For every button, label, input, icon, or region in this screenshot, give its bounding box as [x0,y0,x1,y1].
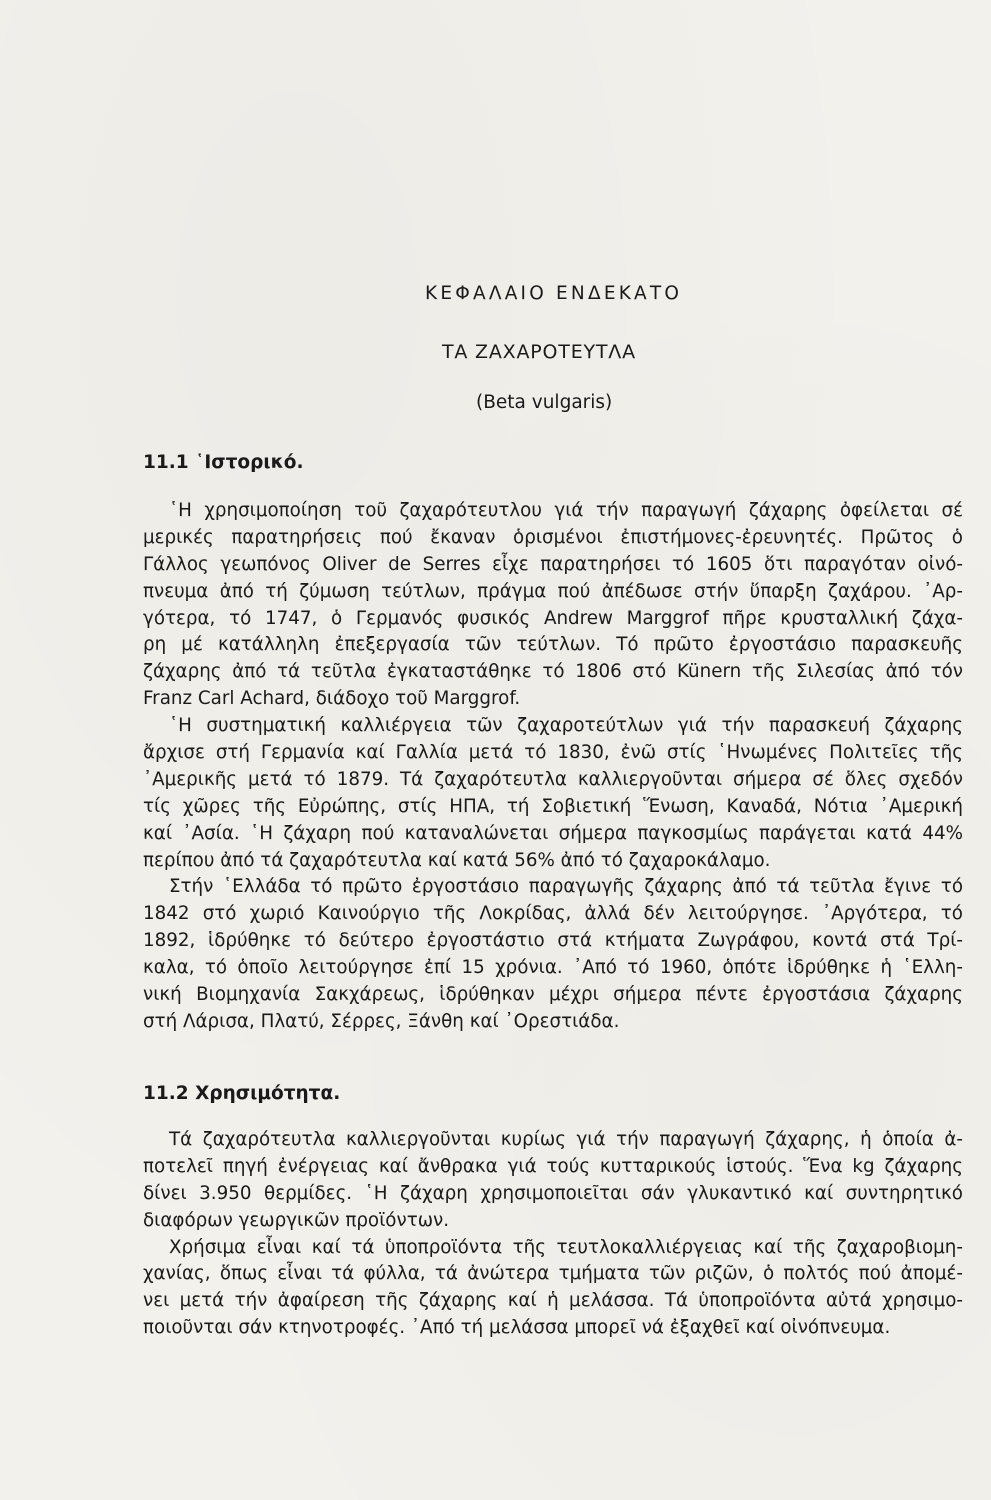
text-line: χανίας, ὅπως εἶναι τά φύλλα, τά ἀνώτερα τμήματα τῶν ριζῶν, ὁ πολτός πού ἀπομέ- [143,1263,963,1285]
text-line: διαφόρων γεωργικῶν προϊόντων. [143,1209,450,1231]
text-line: καλα, τό ὁποῖο λειτούργησε ἐπί 15 χρόνια. ᾿Από τό 1960, ὁπότε ἱδρύθηκε ἡ ῾Ελλη- [143,957,963,979]
chapter-subtitle: (Beta vulgaris) [476,392,613,413]
text-line: δίνει 3.950 θερμίδες. ῾Η ζάχαρη χρησιμοποιεῖται σάν γλυκαντικό καί συντηρητικό [143,1182,963,1204]
text-line: Στήν ῾Ελλάδα τό πρῶτο ἐργοστάσιο παραγωγῆς ζάχαρης ἀπό τά τεῦτλα ἔγινε τό [169,876,963,898]
chapter-title: ΤΑ ΖΑΧΑΡΟΤΕΥΤΛΑ [442,341,636,363]
text-line: Χρήσιμα εἶναι καί τά ὑποπροϊόντα τῆς τευτλοκαλλιέργειας καί τῆς ζαχαροβιομη- [169,1236,963,1258]
section-usefulness-text [143,1127,963,1342]
text-line: 1892, ἱδρύθηκε τό δεύτερο ἐργοστάστιο στά κτήματα Ζωγράφου, κοντά στά Τρί- [143,930,963,952]
section-history-text [143,498,963,1036]
text-line: ποιοῦνται σάν κτηνοτροφές. ᾿Από τή μελάσσα μπορεῖ νά ἐξαχθεῖ καί οἰνόπνευμα. [143,1317,891,1339]
section-heading-usefulness: 11.2 Χρησιμότητα. [143,1083,341,1104]
text-line: ποτελεῖ πηγή ἐνέργειας καί ἄνθρακα γιά τούς κυτταρικούς ἱστούς. Ἕνα kg ζάχαρης [143,1155,963,1177]
text-line: Franz Carl Achard, διάδοχο τοῦ Marggrof. [143,688,521,710]
text-line: πνευμα ἀπό τή ζύμωση τεύτλων, πράγμα πού ἀπέδωσε στήν ὕπαρξη ζαχάρου. ᾿Αρ- [143,580,963,602]
text-line: 1842 στό χωριό Καινούργιο τῆς Λοκρίδας, ἀλλά δέν λειτούργησε. ᾿Αργότερα, τό [143,903,963,925]
section-heading-history: 11.1 ῾Ιστορικό. [143,452,304,473]
text-line: ῾Η χρησιμοποίηση τοῦ ζαχαρότευτλου γιά τήν παραγωγή ζάχαρης ὀφείλεται σέ [169,500,963,521]
text-line: ῾Η συστηματική καλλιέργεια τῶν ζαχαροτεύτλων γιά τήν παρασκευή ζάχαρης [169,715,963,737]
text-line: ρη μέ κατάλληλη ἐπεξεργασία τῶν τεύτλων. Τό πρῶτο ἐργοστάσιο παρασκευῆς [143,634,963,656]
text-line: μερικές παρατηρήσεις πού ἔκαναν ὁρισμένοι ἐπιστήμονες-ἐρευνητές. Πρῶτος ὁ [143,526,963,548]
text-line: τίς χῶρες τῆς Εὐρώπης, στίς ΗΠΑ, τή Σοβιετική Ἕνωση, Καναδά, Νότια ᾿Αμερική [143,795,963,817]
text-line: στή Λάρισα, Πλατύ, Σέρρες, Ξάνθη καί ᾿Ορεστιάδα. [143,1010,620,1032]
text-line: ζάχαρης ἀπό τά τεῦτλα ἐγκαταστάθηκε τό 1806 στό Künern τῆς Σιλεσίας ἀπό τόν [143,661,963,683]
text-line: Γάλλος γεωπόνος Oliver de Serres εἶχε παρατηρήσει τό 1605 ὅτι παραγόταν οἰνό- [143,553,963,575]
text-line: Τά ζαχαρότευτλα καλλιεργοῦνται κυρίως γιά τήν παραγωγή ζάχαρης, ἡ ὁποία ἀ- [169,1129,963,1150]
chapter-label: ΚΕΦΑΛΑΙΟ ΕΝΔΕΚΑΤΟ [425,283,683,304]
text-line: γότερα, τό 1747, ὁ Γερμανός φυσικός Andrew Marggrof πῆρε κρυσταλλική ζάχα- [143,607,963,629]
text-line: περίπου ἀπό τά ζαχαρότευτλα καί κατά 56% ἀπό τό ζαχαροκάλαμο. [143,849,771,871]
text-line: ἄρχισε στή Γερμανία καί Γαλλία μετά τό 1830, ἐνῶ στίς ῾Ηνωμένες Πολιτεῖες τῆς [143,742,963,764]
text-line: ᾿Αμερικῆς μετά τό 1879. Τά ζαχαρότευτλα καλλιεργοῦνται σήμερα σέ ὅλες σχεδόν [143,768,963,790]
text-line: νει μετά τήν ἀφαίρεση τῆς ζάχαρης καί ἡ μελάσσα. Τά ὑποπροϊόντα αὐτά χρησιμο- [143,1290,963,1312]
text-line: νική Βιομηχανία Σακχάρεως, ἱδρύθηκαν μέχρι σήμερα πέντε ἐργοστάσια ζάχαρης [143,984,963,1006]
text-line: καί ᾿Ασία. ῾Η ζάχαρη πού καταναλώνεται σήμερα παγκοσμίως παράγεται κατά 44% [143,822,963,844]
